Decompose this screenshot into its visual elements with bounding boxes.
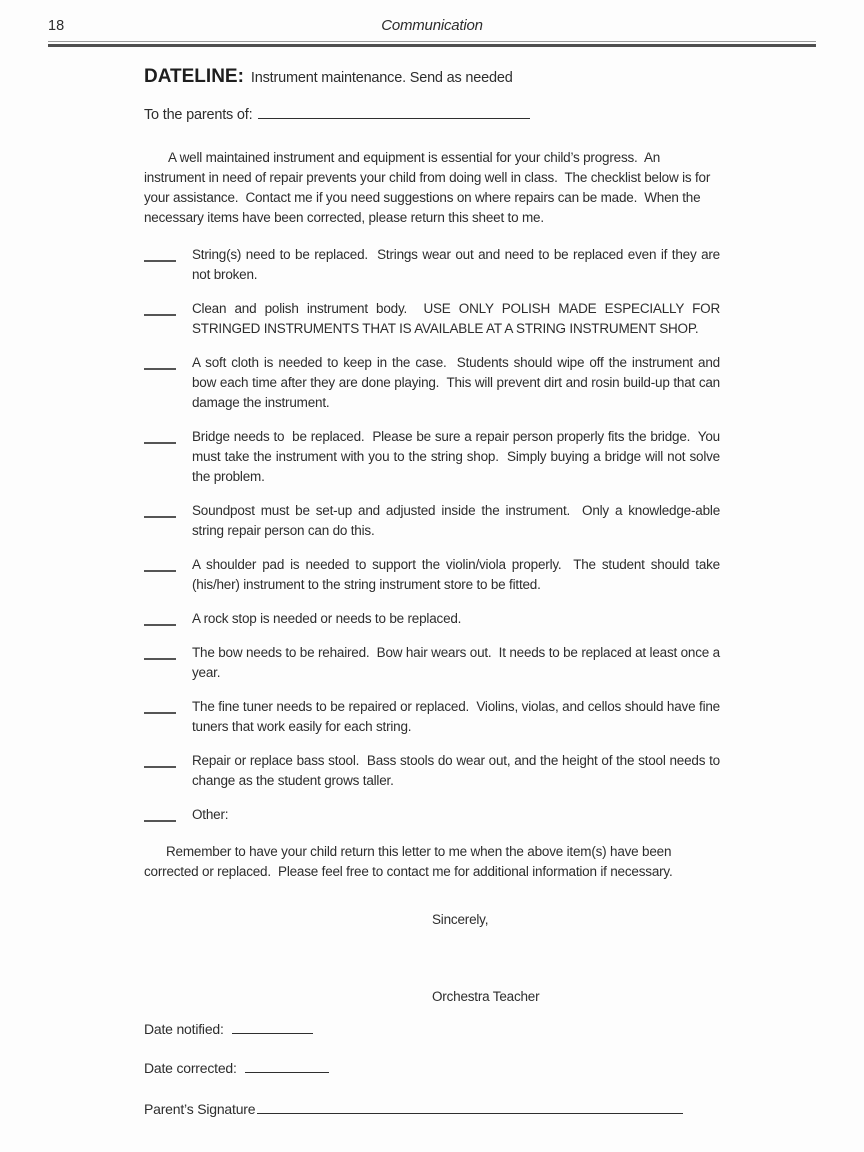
checkbox-blank-line (144, 427, 176, 444)
header-rule-thin (48, 41, 816, 42)
header-rule-thick (48, 44, 816, 47)
dateline-label: DATELINE: (144, 66, 244, 87)
checklist-item (144, 609, 720, 629)
dateline-heading (144, 67, 720, 88)
checkbox-blank-line (144, 353, 176, 370)
date-corrected-field (144, 1058, 720, 1078)
checklist-item (144, 299, 724, 339)
date-notified-label: Date notified: (144, 1021, 224, 1037)
checkbox-blank-line (144, 805, 176, 822)
parents-signature-label: Parent’s Signature (144, 1101, 256, 1117)
checklist-item-text: A shoulder pad is needed to support the violin/viola properly. The student should take (his/her) instrument to the string instrument store to be fitted. (192, 557, 724, 592)
signoff-text: Sincerely, (432, 912, 489, 927)
intro-paragraph: A well maintained instrument and equipment is essential for your child’s progress. An instrument in need of repair prevents your child from doing well in class. The checklist below is for your assistance. Contact me if you need suggestions on where repairs can be made. When the necessary items have been corrected, please return this sheet to me. (144, 150, 714, 225)
date-notified-field (144, 1019, 720, 1039)
checklist-item (144, 751, 724, 791)
checklist-item-text: String(s) need to be replaced. Strings wear out and need to be replaced even if they are not broken. (192, 247, 724, 282)
dateline-text: Instrument maintenance. Send as needed (250, 70, 513, 86)
checkbox-blank-line (144, 609, 176, 626)
signature-role: Orchestra Teacher (432, 989, 540, 1004)
checkbox-blank-line (144, 501, 176, 518)
to-parents-label: To the parents of: (144, 107, 253, 123)
checkbox-blank-line (144, 751, 176, 768)
checklist-item-text: Repair or replace bass stool. Bass stools do wear out, and the height of the stool needs to change as the student grows taller. (192, 753, 724, 788)
parents-name-blank-line (258, 105, 530, 119)
checkbox-blank-line (144, 643, 176, 660)
checklist-item-text: The bow needs to be rehaired. Bow hair wears out. It needs to be replaced at least once a year. (192, 645, 724, 680)
checklist-item-text: The fine tuner needs to be repaired or replaced. Violins, violas, and cellos should have fine tuners that work easily for each string. (192, 699, 724, 734)
page-number: 18 (48, 18, 65, 34)
to-parents-line (144, 105, 720, 125)
checklist-item-text: Other: (192, 807, 229, 822)
checklist-item-text: Soundpost must be set-up and adjusted inside the instrument. Only a knowledge-able string repair person can do this. (192, 503, 724, 538)
checklist-item (144, 353, 724, 413)
repair-checklist (144, 245, 724, 825)
checkbox-blank-line (144, 555, 176, 572)
letter-body (144, 66, 724, 1119)
date-corrected-label: Date corrected: (144, 1060, 237, 1076)
checkbox-blank-line (144, 245, 176, 262)
closing-paragraph: Remember to have your child return this letter to me when the above item(s) have been corrected or replaced. Please feel free to contact me for additional information if necessary. (144, 844, 675, 879)
checkbox-blank-line (144, 299, 176, 316)
parents-signature-field (144, 1099, 720, 1119)
checkbox-blank-line (144, 697, 176, 714)
checklist-item (144, 555, 724, 595)
checklist-item-text: A rock stop is needed or needs to be replaced. (192, 611, 462, 626)
date-notified-blank-line (232, 1020, 313, 1034)
checklist-item-text: A soft cloth is needed to keep in the case. Students should wipe off the instrument and bow each time after they are done playing. This will prevent dirt and rosin build-up that can damage the instrument. (192, 355, 724, 410)
checklist-item (144, 245, 724, 285)
running-header (48, 0, 816, 47)
checklist-item (144, 501, 724, 541)
checklist-item-text: Clean and polish instrument body. USE ONLY POLISH MADE ESPECIALLY FOR STRINGED INSTRUMENTS THAT IS AVAILABLE AT A STRING INSTRUMENT SHOP. (192, 301, 724, 336)
date-corrected-blank-line (245, 1059, 329, 1073)
chapter-title: Communication (381, 17, 483, 34)
checklist-item (144, 697, 724, 737)
checklist-item (144, 427, 724, 487)
checklist-item (144, 643, 724, 683)
checklist-item-text: Bridge needs to be replaced. Please be sure a repair person properly fits the bridge. You must take the instrument with you to the string shop. Simply buying a bridge will not solve the problem. (192, 429, 724, 484)
checklist-item-other (144, 805, 720, 825)
parents-signature-blank-line (257, 1100, 683, 1114)
